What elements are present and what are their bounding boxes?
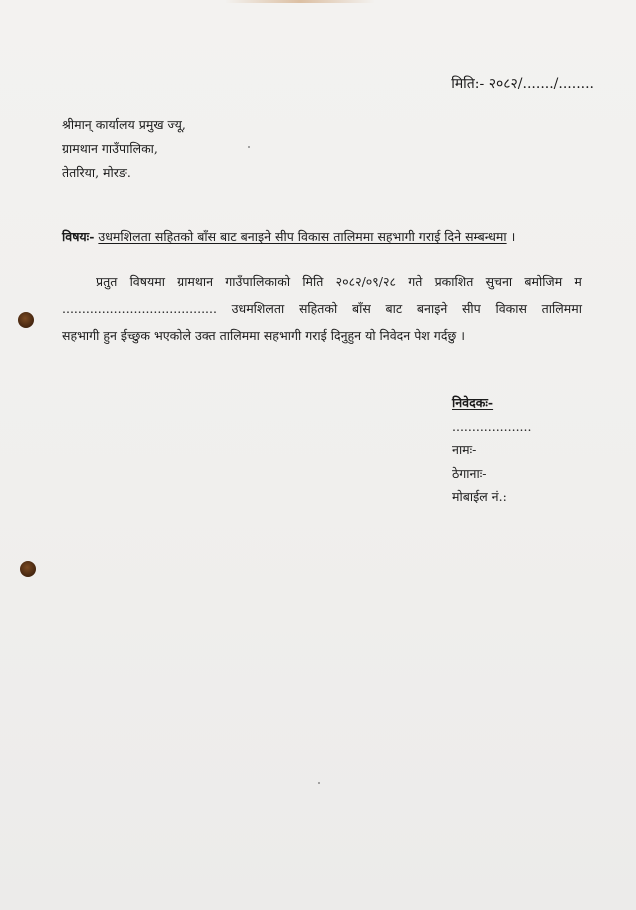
subject-text: उधमशिलता सहितको बाँस बाट बनाइने सीप विकास तालिममा सहभागी गराई दिने सम्बन्धमा: [98, 229, 507, 244]
body-word: सहितको: [298, 301, 338, 316]
punch-hole: [18, 312, 34, 328]
applicant-heading: निवेदकः-: [452, 395, 494, 410]
body-word: उधमशिलता: [231, 301, 285, 316]
punch-hole: [20, 561, 36, 577]
applicant-name-label: नामः-: [452, 442, 477, 457]
body-word: म: [574, 274, 582, 289]
body-word: सुचना: [485, 274, 513, 289]
recipient-office: ग्रामथान गाउँपालिका,: [62, 141, 158, 156]
body-word: गते: [408, 274, 423, 289]
body-paragraph: [62, 268, 582, 349]
body-word: बाँस: [351, 301, 371, 316]
recipient-title: श्रीमान् कार्यालय प्रमुख ज्यू,: [62, 117, 186, 132]
body-word: तालिममा: [541, 301, 582, 316]
recipient-location: तेतरिया, मोरङ.: [62, 165, 131, 180]
applicant-mobile-label: मोबाईल नं.:: [452, 489, 507, 504]
body-line-2: [62, 295, 582, 322]
body-word: विकास: [495, 301, 527, 316]
body-word: बनाइने: [416, 301, 448, 316]
body-word: मिति: [302, 274, 324, 289]
applicant-address-label: ठेगानाः-: [452, 465, 487, 481]
paper-speck: [318, 782, 320, 784]
body-line-1: [62, 268, 582, 295]
signature-block: [452, 391, 531, 509]
body-line-3: सहभागी हुन ईच्छुक भएकोले उक्त तालिममा सहभागी गराई दिनुहुन यो निवेदन पेश गर्दछु ।: [62, 328, 465, 343]
body-word: ग्रामथान: [177, 274, 214, 289]
body-word: प्रकाशित: [434, 274, 474, 289]
body-word: गाउँपालिकाको: [225, 274, 291, 289]
body-word: बमोजिम: [524, 274, 563, 289]
body-word: प्रतुत: [96, 274, 118, 289]
date-line: मिति:- २०८२/......./........: [451, 76, 594, 92]
subject-line: [62, 228, 602, 245]
body-word: २०८२/०९/२८: [335, 274, 397, 289]
subject-end-mark: ।: [510, 229, 516, 244]
name-blank: .......................................: [62, 301, 217, 316]
recipient-address: [62, 113, 186, 185]
body-word: सीप: [461, 301, 481, 316]
paper-edge-mark: [225, 0, 375, 3]
subject-label: विषयः-: [62, 229, 95, 244]
signature-dots: ....................: [452, 418, 532, 434]
body-word: बाट: [385, 301, 403, 316]
paper-speck: [248, 146, 250, 148]
body-word: विषयमा: [129, 274, 165, 289]
